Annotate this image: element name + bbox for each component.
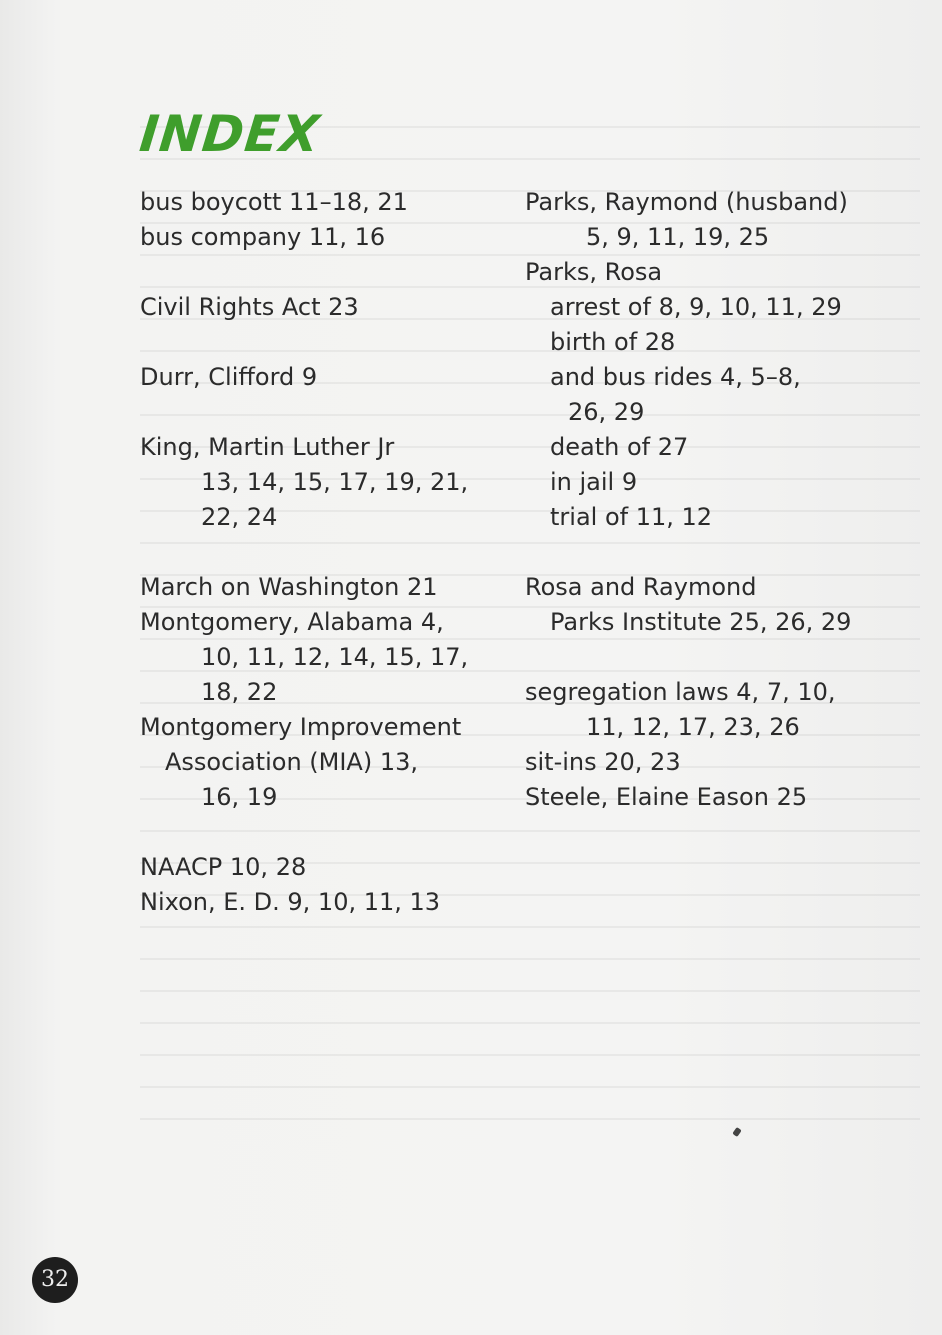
index-subentry: trial of 11, 12	[550, 503, 713, 531]
index-subentry: birth of 28	[550, 328, 676, 356]
index-entry: segregation laws 4, 7, 10,	[525, 678, 836, 706]
index-subentry: 13, 14, 15, 17, 19, 21,	[201, 468, 469, 496]
index-entry: bus company 11, 16	[140, 223, 386, 251]
index-entry: Nixon, E. D. 9, 10, 11, 13	[140, 888, 441, 916]
index-entry: sit-ins 20, 23	[525, 748, 681, 776]
index-entry: Steele, Elaine Eason 25	[525, 783, 808, 811]
index-subentry: Association (MIA) 13,	[165, 748, 419, 776]
index-subentry: 26, 29	[568, 398, 645, 426]
index-subentry: Parks Institute 25, 26, 29	[550, 608, 852, 636]
entry-spacer	[140, 255, 510, 290]
index-subentry: in jail 9	[550, 468, 638, 496]
entry-spacer	[525, 535, 905, 570]
page-number-badge: 32	[32, 1257, 78, 1303]
index-entry: King, Martin Luther Jr	[140, 433, 395, 461]
ink-speck	[732, 1127, 742, 1137]
index-subentry: arrest of 8, 9, 10, 11, 29	[550, 293, 842, 321]
index-entry: Rosa and Raymond	[525, 573, 757, 601]
index-subentry: and bus rides 4, 5–8,	[550, 363, 801, 391]
index-entry: Montgomery Improvement	[140, 713, 462, 741]
index-entry: bus boycott 11–18, 21	[140, 188, 408, 216]
index-subentry: 16, 19	[201, 783, 278, 811]
index-subentry: death of 27	[550, 433, 689, 461]
index-entry: Parks, Raymond (husband)	[525, 188, 848, 216]
entry-spacer	[140, 535, 510, 570]
index-subentry: 10, 11, 12, 14, 15, 17,	[201, 643, 469, 671]
index-title: INDEX	[136, 105, 323, 163]
index-entry: Civil Rights Act 23	[140, 293, 359, 321]
index-subentry: 18, 22	[201, 678, 278, 706]
index-entry: Parks, Rosa	[525, 258, 663, 286]
entry-spacer	[140, 815, 510, 850]
index-subentry: 22, 24	[201, 503, 278, 531]
index-entry: March on Washington 21	[140, 573, 438, 601]
index-entry: NAACP 10, 28	[140, 853, 307, 881]
index-entry: Montgomery, Alabama 4,	[140, 608, 444, 636]
entry-spacer	[140, 395, 510, 430]
entry-spacer	[525, 640, 905, 675]
index-subentry: 5, 9, 11, 19, 25	[586, 223, 770, 251]
index-subentry: 11, 12, 17, 23, 26	[586, 713, 800, 741]
index-entry: Durr, Clifford 9	[140, 363, 318, 391]
index-column-left	[140, 185, 510, 920]
index-column-right	[525, 185, 905, 815]
entry-spacer	[140, 325, 510, 360]
